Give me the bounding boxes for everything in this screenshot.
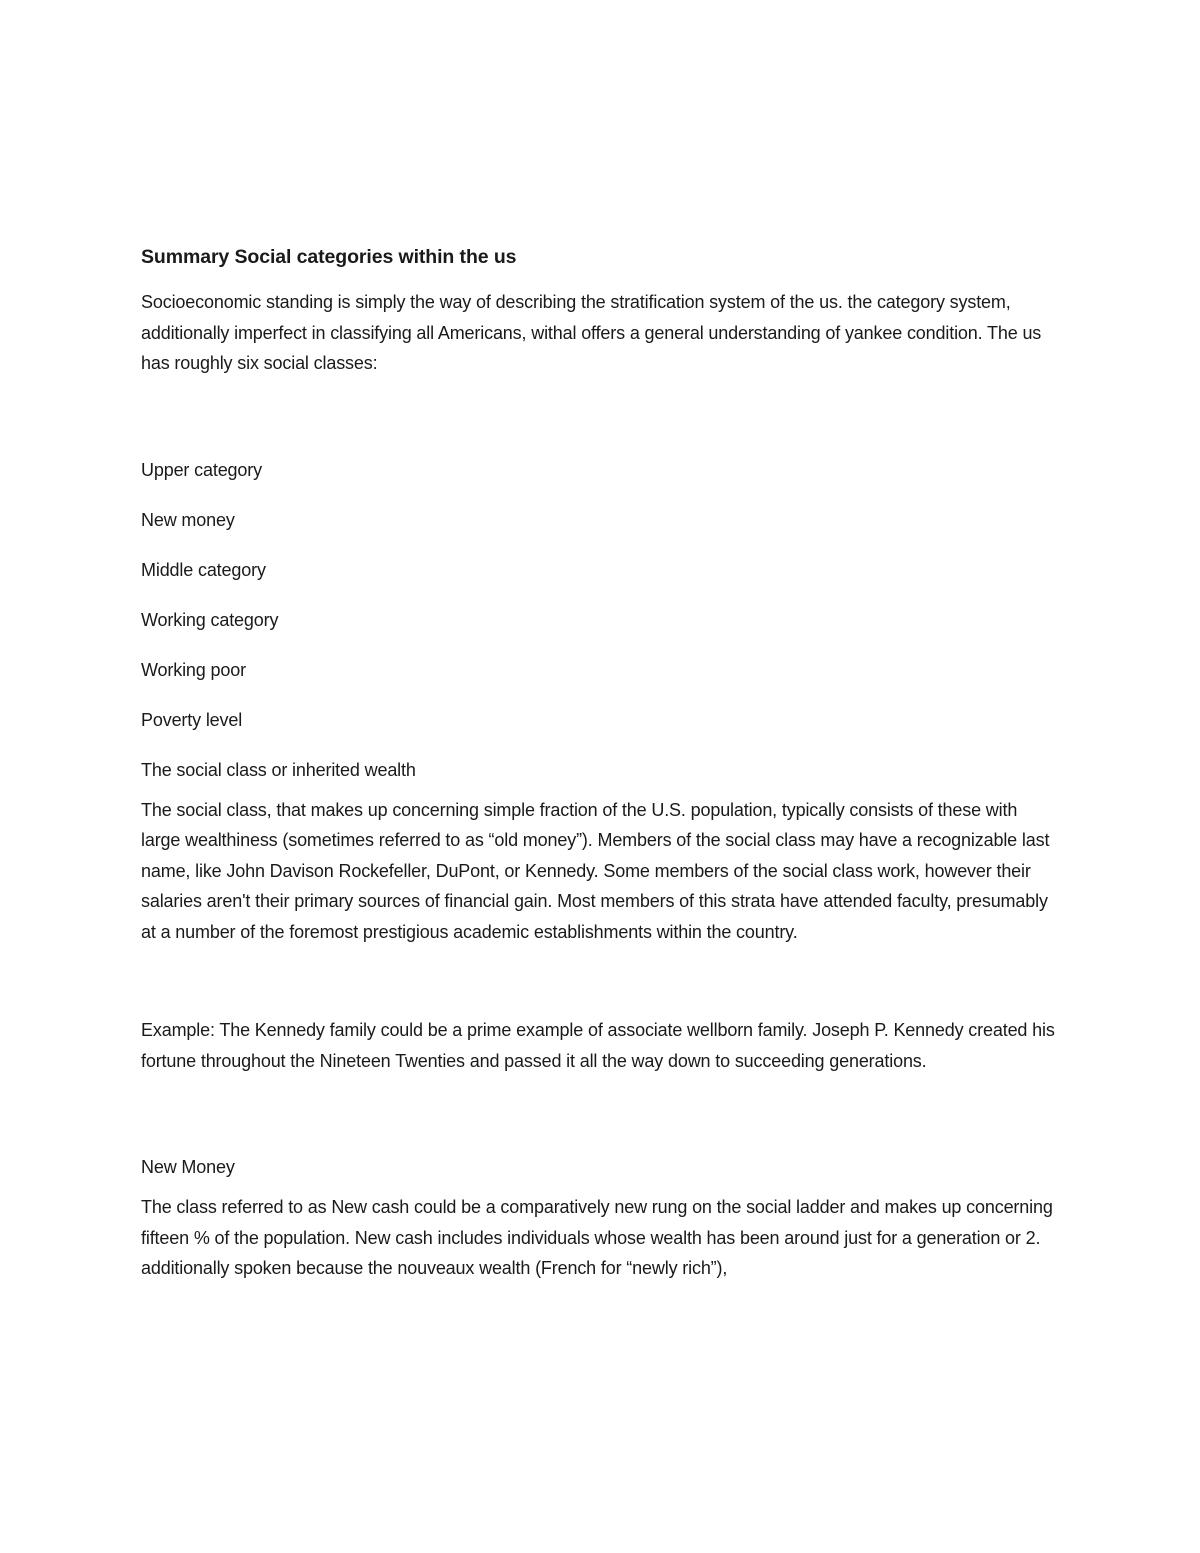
upper-class-heading: The social class or inherited wealth xyxy=(141,759,416,780)
class-list-item: Working poor xyxy=(141,659,246,680)
class-list-item: Upper category xyxy=(141,459,262,480)
new-money-paragraph: The class referred to as New cash could be a comparatively new rung on the social ladder and makes up concerning fifteen % of the population. New cash includes individuals whose wealth has been around just for a generation or 2. additionally spoken because the nouveaux wealth (French for “newly rich”), xyxy=(141,1197,1053,1278)
class-list-item: Working category xyxy=(141,609,279,630)
class-list-item: New money xyxy=(141,509,235,530)
new-money-heading: New Money xyxy=(141,1157,235,1177)
intro-paragraph: Socioeconomic standing is simply the way of describing the stratification system of the us. the category system, additionally imperfect in classifying all Americans, withal offers a general understanding of yankee condition. The us has roughly six social classes: xyxy=(141,292,1042,373)
class-list xyxy=(141,445,1056,745)
example-paragraph: Example: The Kennedy family could be a prime example of associate wellborn family. Joseph P. Kennedy created his fortune throughout the Nineteen Twenties and passed it all the way down to succeeding generations. xyxy=(141,1020,1055,1071)
document-body xyxy=(141,243,1056,1284)
class-list-item: Poverty level xyxy=(141,709,243,730)
upper-class-paragraph: The social class, that makes up concerning simple fraction of the U.S. population, typically consists of these with large wealthiness (sometimes referred to as “old money”). Members of the social class may have a recognizable last name, like John Davison Rockefeller, DuPont, or Kennedy. Some members of the social class work, however their salaries aren't their primary sources of financial gain. Most members of this strata have attended faculty, presumably at a number of the foremost prestigious academic establishments within the country. xyxy=(141,799,1050,942)
class-list-item: Middle category xyxy=(141,559,266,580)
document-title: Summary Social categories within the us xyxy=(141,246,517,268)
